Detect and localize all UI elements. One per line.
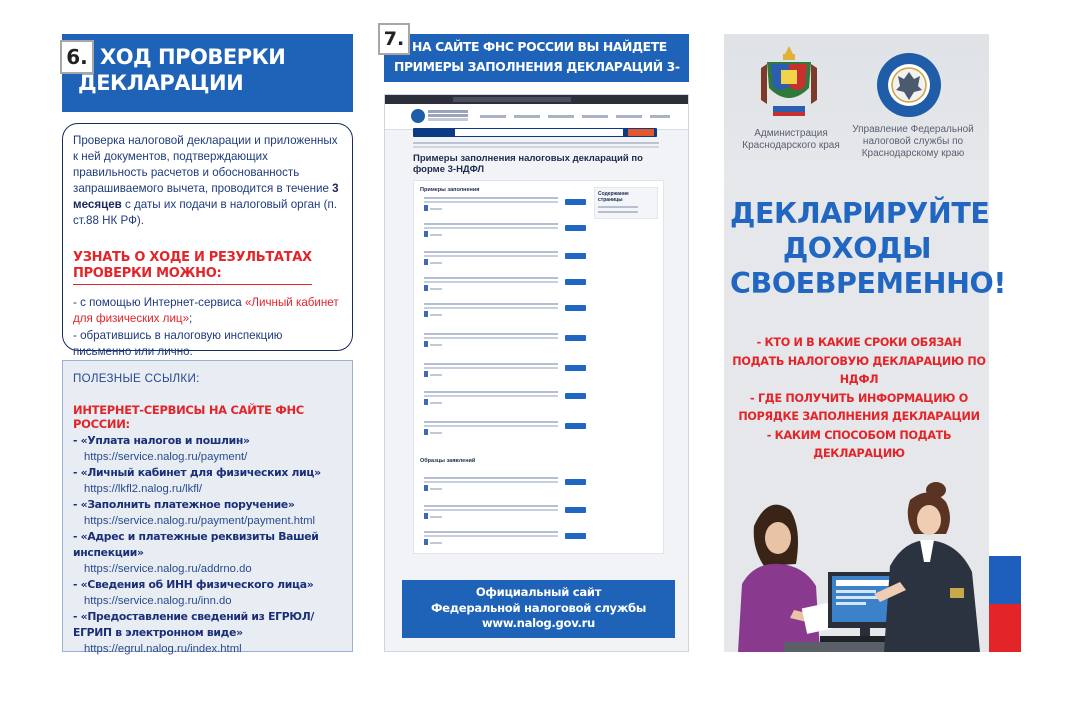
site-row-txt	[424, 333, 558, 335]
learn-method-item: - обратившись в налоговую инспекцию письменно или лично.	[73, 329, 283, 358]
check-text-part2: с даты их подачи в налоговый орган (п. ст.88 НК РФ).	[73, 198, 338, 227]
site-download-button	[565, 533, 586, 539]
site-row-sz	[430, 542, 442, 544]
service-link-name[interactable]: «Заполнить платежное поручение»	[80, 498, 295, 511]
service-link-bullet: -	[73, 466, 81, 479]
site-row-txt	[424, 421, 558, 423]
site-page-title: Примеры заполнения налоговых деклараций по форме 3-НДФЛ	[413, 153, 643, 175]
service-link-name[interactable]: «Личный кабинет для физических лиц»	[80, 466, 321, 479]
site-row-sz	[430, 344, 442, 346]
site-document-row	[424, 197, 564, 213]
fns-logo-icon	[411, 109, 425, 123]
site-search-button	[628, 129, 654, 136]
site-document-row	[424, 303, 564, 319]
services-list	[73, 433, 342, 657]
site-row-sz	[430, 288, 442, 290]
site-breadcrumb	[413, 142, 659, 144]
site-document-row	[424, 333, 564, 349]
pdf-icon	[424, 371, 428, 377]
site-row-txt	[424, 505, 558, 507]
consultation-photo	[724, 476, 989, 652]
service-link-item	[73, 577, 342, 609]
site-download-button	[565, 305, 586, 311]
pdf-icon	[424, 205, 428, 211]
site-download-button	[565, 199, 586, 205]
site-row-sz	[430, 516, 442, 518]
service-link-name[interactable]: «Адрес и платежные реквизиты Вашей инспекции»	[73, 530, 319, 559]
service-link-item	[73, 497, 342, 529]
cover-topic-item: - ГДЕ ПОЛУЧИТЬ ИНФОРМАЦИЮ О ПОРЯДКЕ ЗАПОЛНЕНИЯ ДЕКЛАРАЦИИ	[738, 391, 980, 423]
service-link-item	[73, 465, 342, 497]
site-row-txt	[424, 303, 558, 305]
check-text-part1: Проверка налоговой декларации и приложенных к ней документов, подтверждающих правильность расчетов и обоснованность запрашиваемого вычета, проводится в течение	[73, 134, 338, 195]
pdf-icon	[424, 231, 428, 237]
site-download-button	[565, 423, 586, 429]
check-info-box	[62, 123, 353, 358]
site-row-sz	[430, 208, 442, 210]
site-document-row	[424, 363, 564, 379]
site-document-row	[424, 391, 564, 407]
site-download-button	[565, 225, 586, 231]
section7-title	[394, 37, 686, 97]
flag-white-stripe	[989, 520, 1021, 556]
official-line1: Официальный сайт	[475, 585, 602, 599]
site-document-row	[424, 531, 564, 547]
section6-title-line2: ДЕКЛАРАЦИИ	[78, 71, 244, 95]
site-topbar	[385, 95, 688, 104]
site-download-button	[565, 365, 586, 371]
site-row-txt	[424, 251, 558, 253]
flag-red-stripe	[989, 604, 1021, 652]
service-link-url[interactable]: https://service.nalog.ru/payment/payment.html	[84, 515, 316, 527]
site-section-samples: Образцы заявлений	[420, 458, 476, 464]
site-document-row	[424, 505, 564, 521]
site-row-sz	[430, 402, 442, 404]
lk-service-link[interactable]: «Личный кабинет для физических лиц»	[73, 296, 339, 325]
site-row-txt	[424, 363, 558, 365]
site-content-panel	[413, 180, 664, 554]
pdf-icon	[424, 399, 428, 405]
useful-links-box	[62, 360, 353, 655]
service-link-url[interactable]: https://lkfl2.nalog.ru/lkfl/	[84, 483, 203, 495]
official-site-url[interactable]: www.nalog.gov.ru	[482, 616, 595, 630]
cover-topic-item: - КАКИМ СПОСОБОМ ПОДАТЬ ДЕКЛАРАЦИЮ	[766, 428, 952, 460]
site-document-row	[424, 251, 564, 267]
learn-method-item	[73, 295, 342, 327]
site-document-row	[424, 421, 564, 437]
service-link-name[interactable]: «Предоставление сведений из ЕГРЮЛ/ЕГРИП в электронном виде»	[73, 610, 315, 639]
section6-title-line1: ХОД ПРОВЕРКИ	[100, 45, 286, 69]
service-link-url[interactable]: https://service.nalog.ru/payment/	[84, 451, 248, 463]
learn-heading-line2: ПРОВЕРКИ МОЖНО:	[73, 266, 222, 281]
service-link-item	[73, 609, 342, 657]
cover-topic-item: - КТО И В КАКИЕ СРОКИ ОБЯЗАН ПОДАТЬ НАЛОГОВУЮ ДЕКЛАРАЦИЮ ПО НДФЛ	[732, 336, 986, 386]
site-row-txt	[424, 477, 558, 479]
site-document-row	[424, 477, 564, 493]
learn-heading-line1: УЗНАТЬ О ХОДЕ И РЕЗУЛЬТАТАХ	[73, 250, 312, 265]
site-logo-text	[428, 110, 468, 113]
service-link-bullet: -	[73, 610, 81, 623]
service-link-item	[73, 529, 342, 577]
service-link-bullet: -	[73, 530, 81, 543]
service-link-name[interactable]: «Сведения об ИНН физического лица»	[80, 578, 314, 591]
flag-blue-stripe	[989, 556, 1021, 604]
slogan-line2: ДОХОДЫ	[782, 232, 932, 265]
cover-slogan	[730, 196, 1006, 301]
site-download-button	[565, 479, 586, 485]
site-row-txt	[424, 391, 558, 393]
check-description	[73, 133, 342, 229]
site-download-button	[565, 279, 586, 285]
learn-results-heading	[73, 250, 312, 285]
service-link-item	[73, 433, 342, 465]
section7-title-line1: НА САЙТЕ ФНС РОССИИ ВЫ НАЙДЕТЕ	[412, 39, 667, 54]
learn-method-punct: ;	[189, 312, 193, 325]
site-search-bar	[413, 128, 657, 137]
site-row-sz	[430, 432, 442, 434]
krasnodar-coat-of-arms-icon	[759, 44, 819, 122]
learn-method-text: - с помощью Интернет-сервиса	[73, 296, 245, 309]
section6-title	[78, 44, 348, 96]
site-nav	[480, 115, 670, 118]
site-row-sz	[430, 488, 442, 490]
site-sidebar-links	[598, 206, 638, 208]
pdf-icon	[424, 485, 428, 491]
pdf-icon	[424, 285, 428, 291]
site-sidebar	[594, 187, 658, 219]
pdf-icon	[424, 539, 428, 545]
service-link-url[interactable]: https://egrul.nalog.ru/index.html	[84, 643, 242, 655]
section7-number: 7.	[378, 23, 410, 55]
service-link-url[interactable]: https://service.nalog.ru/inn.do	[84, 595, 232, 607]
official-site-banner	[402, 580, 675, 638]
krasnodar-administration-label: Администрация Краснодарского края	[742, 128, 840, 151]
pdf-icon	[424, 311, 428, 317]
service-link-url[interactable]: https://service.nalog.ru/addrno.do	[84, 563, 252, 575]
official-line2: Федеральной налоговой службы	[430, 600, 647, 615]
site-document-row	[424, 223, 564, 239]
site-row-sz	[430, 374, 442, 376]
site-sidebar-title: Содержание страницы	[598, 191, 629, 203]
internet-services-heading: ИНТЕРНЕТ-СЕРВИСЫ НА САЙТЕ ФНС РОССИИ:	[73, 403, 304, 431]
site-row-sz	[430, 262, 442, 264]
cover-topics-list	[732, 334, 986, 464]
service-link-bullet: -	[73, 578, 81, 591]
pdf-icon	[424, 429, 428, 435]
site-download-button	[565, 335, 586, 341]
useful-links-label: ПОЛЕЗНЫЕ ССЫЛКИ:	[73, 372, 200, 385]
site-row-txt	[424, 531, 558, 533]
site-region-selector	[453, 97, 571, 102]
section6-number: 6.	[60, 40, 94, 74]
site-search-input	[455, 129, 623, 136]
site-section-examples: Примеры заполнения	[420, 187, 480, 193]
pdf-icon	[424, 513, 428, 519]
slogan-line3: СВОЕВРЕМЕННО!	[730, 267, 1006, 300]
site-row-txt	[424, 197, 558, 199]
pdf-icon	[424, 259, 428, 265]
service-link-bullet: -	[73, 434, 81, 447]
learn-methods-list	[73, 295, 342, 360]
site-row-sz	[430, 314, 442, 316]
site-row-txt	[424, 277, 558, 279]
site-download-button	[565, 507, 586, 513]
site-row-sz	[430, 234, 442, 236]
service-link-bullet: -	[73, 498, 81, 511]
service-link-name[interactable]: «Уплата налогов и пошлин»	[80, 434, 250, 447]
site-document-row	[424, 277, 564, 293]
site-download-button	[565, 393, 586, 399]
fns-department-label: Управление Федеральной налоговой службы по Краснодарскому краю	[852, 124, 974, 159]
slogan-line1: ДЕКЛАРИРУЙТЕ	[730, 197, 990, 230]
site-header	[385, 104, 688, 130]
section7-title-line2: ПРИМЕРЫ ЗАПОЛНЕНИЯ ДЕКЛАРАЦИЙ 3-НДФЛ	[394, 59, 680, 94]
site-row-txt	[424, 223, 558, 225]
fns-emblem-icon	[876, 52, 942, 118]
website-screenshot	[384, 94, 689, 652]
check-text-bold: 3 месяцев	[73, 182, 339, 211]
pdf-icon	[424, 341, 428, 347]
site-download-button	[565, 253, 586, 259]
